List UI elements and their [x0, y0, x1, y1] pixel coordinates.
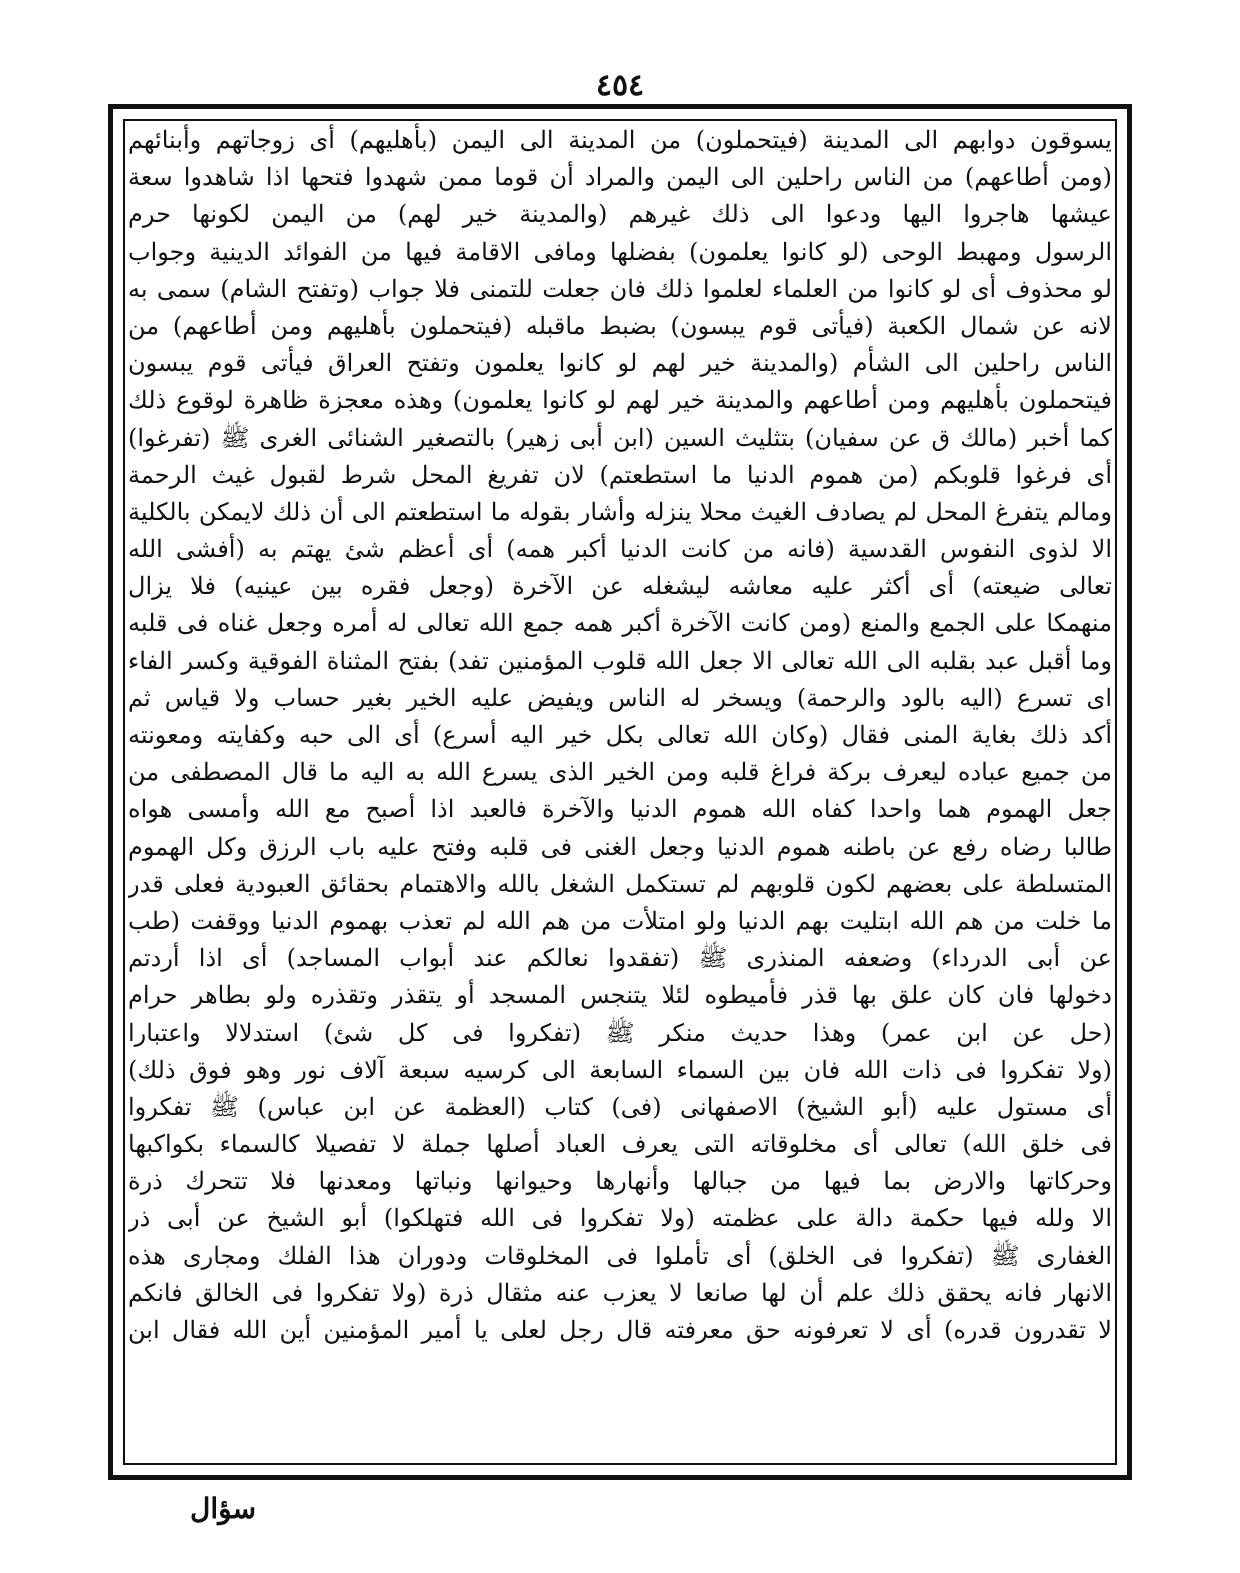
- text-line: جعل الهموم هما واحدا كفاه الله هموم الدنيا والآخرة فالعبد اذا أصبح مع الله وأمسى هواه: [128, 795, 1112, 824]
- text-line: لو محذوف أى لو كانوا من العلماء لعلموا ذلك فان جعلت للتمنى فلا جواب (وتفتح الشام) سمى به: [128, 274, 1112, 303]
- text-line: وما أقبل عبد بقلبه الى الله تعالى الا جعل الله قلوب المؤمنين تفد) بفتح المثناة الفوقية وكسر الفاء: [128, 646, 1112, 675]
- text-line: دخولها فان كان علق بها قذر فأميطوه لئلا يتنجس المسجد أو يتقذر وتقذره ولو بطاهر حرام: [128, 981, 1112, 1010]
- text-line: (ولا تفكروا فى ذات الله فان بين السماء السابعة الى كرسيه سبعة آلاف نور وهو فوق ذلك): [128, 1055, 1112, 1084]
- text-line: عيشها هاجروا اليها ودعوا الى ذلك غيرهم (والمدينة خير لهم) من اليمن لكونها حرم: [128, 200, 1112, 229]
- text-line: فيتحملون بأهليهم ومن أطاعهم والمدينة خير لهم لو كانوا يعلمون) وهذه معجزة ظاهرة لوقوع ذلك: [128, 386, 1112, 415]
- text-line: الرسول ومهبط الوحى (لو كانوا يعلمون) بفضلها ومافى الاقامة فيها من الفوائد الدينية وجواب: [128, 237, 1112, 266]
- text-line: المتسلطة على بعضهم لكون قلوبهم لم تستكمل الشغل بالله والاهتمام بحقائق العبودية فعلى قدر: [128, 869, 1112, 898]
- text-line: أى فرغوا قلوبكم (من هموم الدنيا ما استطعتم) لان تفريغ المحل شرط لقبول غيث الرحمة: [128, 460, 1112, 489]
- text-line: فى خلق الله) تعالى أى مخلوقاته التى يعرف العباد أصلها جملة لا تفصيلا كالسماء بكواكبها: [128, 1130, 1112, 1159]
- main-text-block: [128, 122, 1112, 1462]
- text-line: ما خلت من هم الله ابتليت بهم الدنيا ولو امتلأت من هم الله لم تعذب بهموم الدنيا ووقفت (طب: [128, 906, 1112, 935]
- text-line: منهمكا على الجمع والمنع (ومن كانت الآخرة أكبر همه جمع الله تعالى له أمره وجعل غناه فى قلبه: [128, 609, 1112, 638]
- text-line: الا لذوى النفوس القدسية (فانه من كانت الدنيا أكبر همه) أى أعظم شئ يهتم به (أفشى الله: [128, 535, 1112, 564]
- text-line: الغفارى ﷺ (تفكروا فى الخلق) أى تأملوا فى المخلوقات ودوران هذا الفلك ومجارى هذه: [128, 1241, 1112, 1270]
- text-line: من جميع عباده ليعرف بركة فراغ قلبه ومن الخير الذى يسرع الله به اليه ما قال المصطفى من: [128, 758, 1112, 787]
- text-line: ومالم يتفرغ المحل لم يصادف الغيث محلا ينزله وأشار بقوله ما استطعتم الى أن ذلك لايمكن بالكلية: [128, 497, 1112, 526]
- text-line: (حل عن ابن عمر) وهذا حديث منكر ﷺ (تفكروا فى كل شئ) استدلالا واعتبارا: [128, 1018, 1112, 1047]
- page-number: ٤٥٤: [595, 68, 645, 103]
- text-line: عن أبى الدرداء) وضعفه المنذرى ﷺ (تفقدوا نعالكم عند أبواب المساجد) أى اذا أردتم: [128, 944, 1112, 973]
- text-line: لانه عن شمال الكعبة (فيأتى قوم يبسون) بضبط ماقبله (فيتحملون بأهليهم ومن أطاعهم) من: [128, 311, 1112, 340]
- text-line: لا تقدرون قدره) أى لا تعرفونه حق معرفته قال رجل لعلى يا أمير المؤمنين أين الله فقال ابن: [128, 1316, 1112, 1344]
- text-line: تعالى ضيعته) أى أكثر عليه معاشه ليشغله عن الآخرة (وجعل فقره بين عينيه) فلا يزال: [128, 572, 1112, 601]
- text-line: أى مستول عليه (أبو الشيخ) الاصفهانى (فى) كتاب (العظمة عن ابن عباس) ﷺ تفكروا: [128, 1092, 1112, 1121]
- catchword: سؤال: [190, 1492, 257, 1525]
- text-line: الانهار فانه يحقق ذلك علم أن لها صانعا لا يعزب عنه مثقال ذرة (ولا تفكروا فى الخالق فانكم: [128, 1278, 1112, 1307]
- text-line: الناس راحلين الى الشأم (والمدينة خير لهم لو كانوا يعلمون وتفتح العراق فيأتى قوم يبسون: [128, 349, 1112, 378]
- text-line: الا ولله فيها حكمة دالة على عظمته (ولا تفكروا فى الله فتهلكوا) أبو الشيخ عن أبى ذر: [128, 1204, 1112, 1233]
- text-line: وحركاتها والارض بما فيها من جبالها وأنهارها وحيوانها ونباتها ومعدنها فلا تتحرك ذرة: [128, 1167, 1112, 1196]
- text-line: (ومن أطاعهم) من الناس راحلين الى اليمن والمراد أن قوما ممن شهدوا فتحها اذا شاهدوا سعة: [128, 163, 1112, 192]
- text-line: أكد ذلك بغاية المنى فقال (وكان الله تعالى بكل خير اليه أسرع) أى الى حبه وكفايته ومعونته: [128, 721, 1112, 749]
- text-line: طالبا رضاه رفع عن باطنه هموم الدنيا وجعل الغنى فى قلبه وفتح عليه باب الرزق وكل الهموم: [128, 832, 1112, 861]
- text-line: يسوقون دوابهم الى المدينة (فيتحملون) من المدينة الى اليمن (بأهليهم) أى زوجاتهم وأبنائهم: [128, 126, 1112, 154]
- text-line: كما أخبر (مالك ق عن سفيان) بتثليث السين (ابن أبى زهير) بالتصغير الشنائى الغرى ﷺ (تفرغوا): [128, 423, 1112, 452]
- text-line: اى تسرع (اليه بالود والرحمة) ويسخر له الناس ويفيض عليه الخير بغير حساب ولا قياس ثم: [128, 683, 1112, 712]
